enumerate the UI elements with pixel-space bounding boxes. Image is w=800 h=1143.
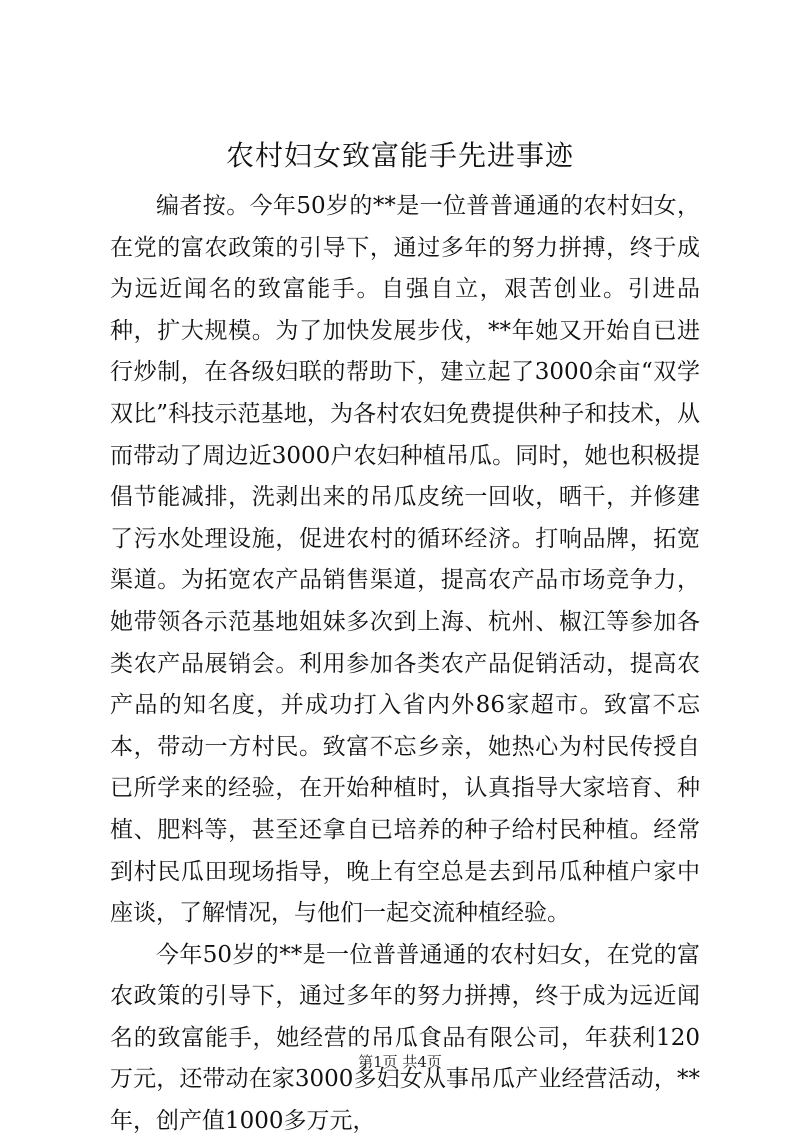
document-body [110,186,700,1143]
paragraph-1: 编者按。今年50岁的**是一位普普通通的农村妇女，在党的富农政策的引导下，通过多年的努力拼搏，终于成为远近闻名的致富能手。自强自立，艰苦创业。引进品种，扩大规模。为了加快发展步伐，**年她又开始自已进行炒制，在各级妇联的帮助下，建立起了3000余亩“双学双比”科技示范基地，为各村农妇免费提供种子和技术，从而带动了周边近3000户农妇种植吊瓜。同时，她也积极提倡节能减排，洗剥出来的吊瓜皮统一回收，晒干，并修建了污水处理设施，促进农村的循环经济。打响品牌，拓宽渠道。为拓宽农产品销售渠道，提高农产品市场竞争力，她带领各示范基地姐妹多次到上海、杭州、椒江等参加各类农产品展销会。利用参加各类农产品促销活动，提高农产品的知名度，并成功打入省内外86家超市。致富不忘本，带动一方村民。致富不忘乡亲，她热心为村民传授自已所学来的经验，在开始种植时，认真指导大家培育、种植、肥料等，甚至还拿自已培养的种子给村民种植。经常到村民瓜田现场指导，晚上有空总是去到吊瓜种植户家中座谈，了解情况，与他们一起交流种植经验。 [110,193,700,927]
paragraph-2: 今年50岁的**是一位普普通通的农村妇女，在党的富农政策的引导下，通过多年的努力拼搏，终于成为远近闻名的致富能手，她经营的吊瓜食品有限公司，年获利120万元，还带动在家3000多妇女从事吊瓜产业经营活动，**年，创产值1000多万元， [110,941,700,1135]
document-title: 农村妇女致富能手先进事迹 [225,139,574,172]
page-footer: 第1页 共4页 [358,1053,442,1071]
